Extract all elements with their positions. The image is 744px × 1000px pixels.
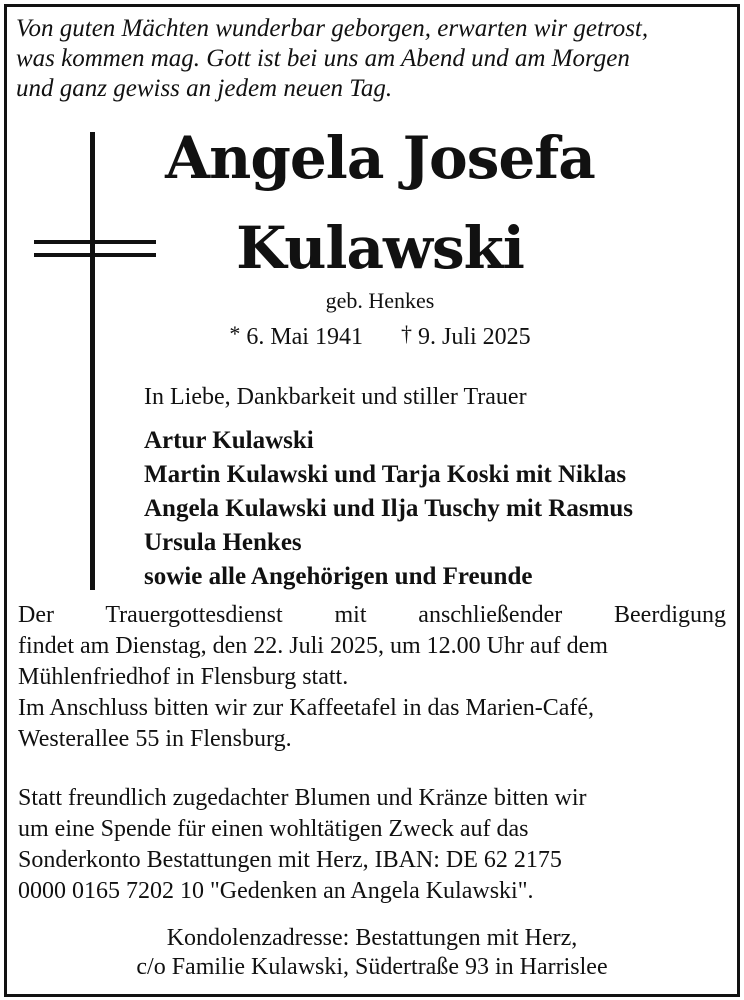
cross-icon-vertical-bar [90, 132, 95, 590]
service-line: Westerallee 55 in Flensburg. [18, 726, 292, 752]
mourner-item: Ursula Henkes [144, 529, 302, 556]
condolence-line: c/o Familie Kulawski, Südertraße 93 in Harrislee [136, 954, 608, 980]
deceased-name-last: Kulawski [236, 214, 524, 282]
service-line: Mühlenfriedhof in Flensburg statt. [18, 664, 349, 690]
death-symbol: † [400, 321, 412, 346]
donation-line: Sonderkonto Bestattungen mit Herz, IBAN: DE 62 2175 [18, 847, 562, 873]
donation-line: 0000 0165 7202 10 "Gedenken an Angela Kulawski". [18, 878, 534, 904]
condolence-address [18, 924, 726, 982]
donation-line: um eine Spende für einen wohltätigen Zweck auf das [18, 816, 529, 842]
mourner-item: Martin Kulawski und Tarja Koski mit Niklas [144, 461, 627, 488]
death-date: 9. Juli 2025 [417, 324, 531, 350]
service-info [18, 600, 726, 755]
service-line: Der Trauergottesdienst mit anschließender Beerdigung [18, 602, 726, 628]
mourners-list [144, 424, 633, 594]
mourner-item: Artur Kulawski [144, 427, 314, 454]
donation-line: Statt freundlich zugedachter Blumen und Kränze bitten wir [18, 785, 587, 811]
birth-name: geb. Henkes [325, 288, 435, 313]
life-dates [110, 322, 650, 352]
mourning-intro: In Liebe, Dankbarkeit und stiller Trauer [144, 384, 527, 410]
birth-date: 6. Mai 1941 [246, 324, 363, 350]
donation-info [18, 783, 726, 907]
birth-symbol: * [229, 321, 241, 346]
deceased-name-first: Angela Josefa [165, 124, 595, 192]
mourner-item: Angela Kulawski und Ilja Tuschy mit Rasmus [144, 495, 634, 522]
mourner-item: sowie alle Angehörigen und Freunde [144, 563, 533, 590]
service-line: Im Anschluss bitten wir zur Kaffeetafel in das Marien-Café, [18, 695, 595, 721]
motto-line: und ganz gewiss an jedem neuen Tag. [16, 75, 393, 102]
condolence-line: Kondolenzadresse: Bestattungen mit Herz, [166, 925, 578, 951]
motto-line: was kommen mag. Gott ist bei uns am Abend und am Morgen [16, 45, 630, 72]
motto-line: Von guten Mächten wunderbar geborgen, erwarten wir getrost, [16, 15, 649, 42]
motto-verse [16, 14, 716, 104]
service-line: findet am Dienstag, den 22. Juli 2025, um 12.00 Uhr auf dem [18, 633, 608, 659]
